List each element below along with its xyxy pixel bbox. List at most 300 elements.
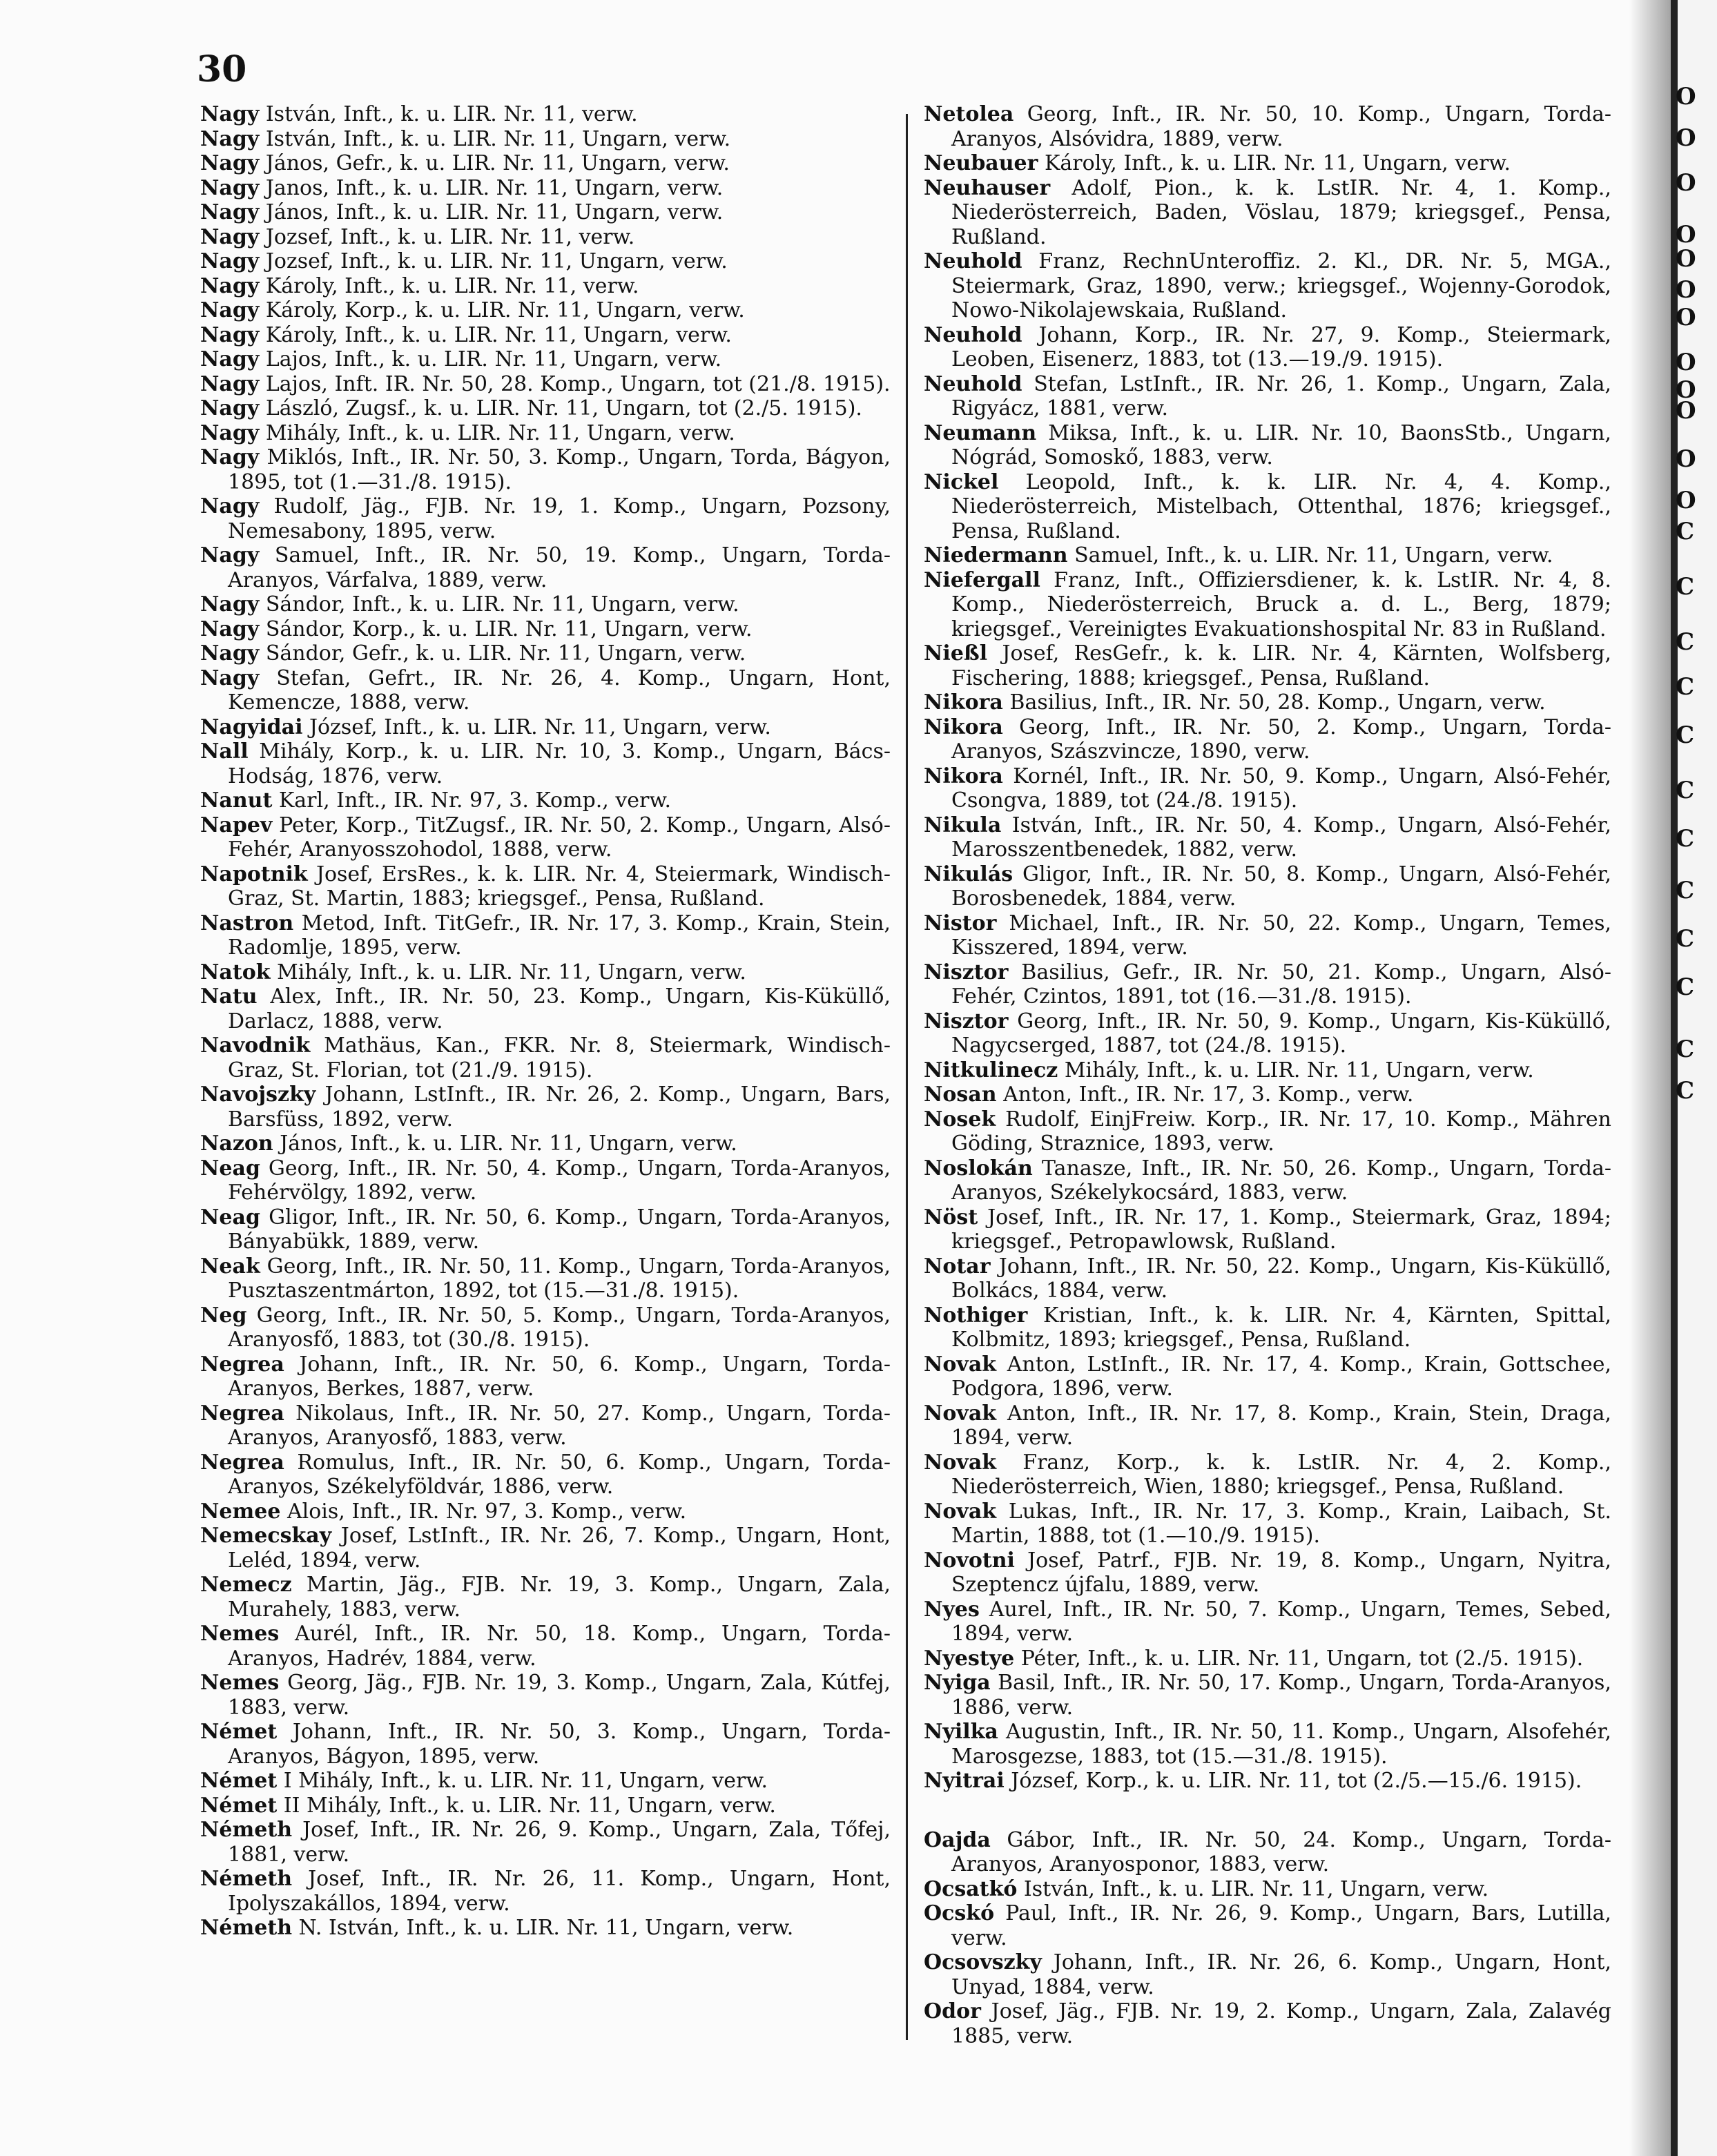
entry-surname: Ocskó: [924, 1901, 995, 1925]
register-entry: [924, 102, 1611, 151]
entry-details: Georg, Inft., IR. Nr. 50, 2. Komp., Ungarn, Torda-Aranyos, Szászvincze, 1890, verw.: [951, 715, 1611, 764]
entry-details: Johann, LstInft., IR. Nr. 26, 2. Komp., Ungarn, Bars, Barsfüss, 1892, verw.: [228, 1082, 891, 1132]
register-entry: [924, 176, 1611, 250]
register-entry: [924, 1769, 1611, 1794]
entry-surname: Nagy: [200, 102, 260, 126]
entry-details: Georg, Inft., IR. Nr. 50, 11. Komp., Ungarn, Torda-Aranyos, Pusztaszentmárton, 1892, tot (15.—31./8. 1915).: [228, 1254, 891, 1303]
register-entry: [200, 813, 891, 862]
entry-details: Jozsef, Inft., k. u. LIR. Nr. 11, Ungarn, verw.: [259, 249, 728, 273]
edge-letter: C: [1676, 573, 1695, 601]
entry-details: János, Inft., k. u. LIR. Nr. 11, Ungarn, verw.: [259, 200, 724, 224]
entry-details: Alex, Inft., IR. Nr. 50, 23. Komp., Ungarn, Kis-Küküllő, Darlacz, 1888, verw.: [228, 984, 891, 1033]
entry-surname: Nall: [200, 739, 249, 764]
entry-surname: Nagy: [200, 666, 260, 690]
register-entry: [924, 960, 1611, 1009]
entry-details: Gábor, Inft., IR. Nr. 50, 24. Komp., Ungarn, Torda-Aranyos, Aranyosponor, 1883, verw.: [951, 1827, 1611, 1876]
register-entry: [924, 249, 1611, 323]
register-entry: [924, 1156, 1611, 1205]
edge-letter: O: [1676, 376, 1696, 404]
edge-letter: C: [1676, 777, 1695, 804]
entry-surname: Németh: [200, 1916, 293, 1940]
register-entry: [924, 1499, 1611, 1548]
entry-surname: Nikora: [924, 715, 1003, 739]
entry-surname: Neag: [200, 1156, 260, 1181]
entry-surname: Nyestye: [924, 1646, 1015, 1671]
entry-details: Josef, Inft., IR. Nr. 26, 9. Komp., Ungarn, Zala, Tőfej, 1881, verw.: [228, 1818, 891, 1867]
entry-surname: Negrea: [200, 1401, 284, 1426]
register-entry: [200, 494, 891, 543]
entry-details: Johann, Inft., IR. Nr. 50, 6. Komp., Ungarn, Torda-Aranyos, Berkes, 1887, verw.: [228, 1352, 891, 1401]
register-entry: [924, 1597, 1611, 1647]
entry-surname: Nemes: [200, 1622, 280, 1646]
entry-surname: Nothiger: [924, 1303, 1028, 1328]
register-entry: [200, 1794, 891, 1818]
register-entry: [200, 151, 891, 176]
register-entry: [924, 1254, 1611, 1303]
entry-surname: Németh: [200, 1818, 293, 1842]
entry-surname: Neuhold: [924, 249, 1022, 273]
register-entry: [200, 1720, 891, 1769]
entry-surname: Nagy: [200, 126, 260, 151]
register-entry: [924, 1720, 1611, 1769]
entry-surname: Neg: [200, 1303, 247, 1328]
entry-surname: Nemecz: [200, 1573, 292, 1597]
entry-details: Georg, Inft., IR. Nr. 50, 10. Komp., Ungarn, Torda-Aranyos, Alsóvidra, 1889, verw.: [951, 102, 1611, 151]
entry-surname: Nosek: [924, 1107, 996, 1132]
register-entry: [200, 739, 891, 788]
register-entry: [200, 1867, 891, 1916]
register-entry: [200, 347, 891, 372]
entry-details: Mihály, Inft., k. u. LIR. Nr. 11, Ungarn, verw.: [270, 960, 746, 984]
register-entry: [924, 1352, 1611, 1401]
register-entry: [200, 960, 891, 985]
register-entry: [200, 862, 891, 911]
entry-surname: Német: [200, 1793, 278, 1818]
register-entry: [200, 298, 891, 323]
register-entry: [200, 176, 891, 201]
entry-surname: Nagy: [200, 445, 260, 469]
entry-surname: Novak: [924, 1499, 997, 1524]
entry-details: József, Korp., k. u. LIR. Nr. 11, tot (2./5.—15./6. 1915).: [1004, 1769, 1582, 1793]
page-number: 30: [197, 48, 247, 90]
edge-letter: O: [1676, 445, 1696, 473]
edge-letter: C: [1676, 877, 1695, 904]
register-entry: [200, 396, 891, 421]
entry-details: Aurel, Inft., IR. Nr. 50, 7. Komp., Ungarn, Temes, Sebed, 1894, verw.: [951, 1597, 1611, 1646]
register-entry: [200, 1352, 891, 1401]
entry-surname: Nagy: [200, 641, 260, 666]
entry-details: Johann, Inft., IR. Nr. 50, 22. Komp., Ungarn, Kis-Küküllő, Bolkács, 1884, verw.: [951, 1254, 1611, 1303]
entry-surname: Neubauer: [924, 151, 1038, 175]
entry-details: Peter, Korp., TitZugsf., IR. Nr. 50, 2. Komp., Ungarn, Alsó-Fehér, Aranyosszohodol, 1888, verw.: [228, 813, 891, 862]
entry-details: Basil, Inft., IR. Nr. 50, 17. Komp., Ungarn, Torda-Aranyos, 1886, verw.: [951, 1671, 1611, 1720]
entry-surname: Nemee: [200, 1499, 281, 1524]
entry-surname: Nisztor: [924, 1009, 1009, 1033]
entry-details: Miksa, Inft., k. u. LIR. Nr. 10, BaonsStb., Ungarn, Nógrád, Somoskő, 1883, verw.: [951, 420, 1611, 469]
register-entry: [924, 911, 1611, 960]
entry-surname: Nyilka: [924, 1720, 998, 1744]
register-entry: [924, 1450, 1611, 1499]
register-entry: [924, 1828, 1611, 1877]
edge-letter: O: [1676, 276, 1696, 304]
entry-surname: Negrea: [200, 1352, 284, 1377]
entry-surname: Nießl: [924, 641, 988, 666]
edge-letter: O: [1676, 83, 1696, 110]
entry-details: Péter, Inft., k. u. LIR. Nr. 11, Ungarn, tot (2./5. 1915).: [1014, 1646, 1584, 1671]
entry-surname: Nemecskay: [200, 1524, 332, 1548]
entry-surname: Navodnik: [200, 1033, 311, 1058]
register-entry: [200, 274, 891, 299]
register-entry: [924, 1303, 1611, 1352]
entry-surname: Natok: [200, 960, 271, 984]
entry-surname: Németh: [200, 1867, 293, 1891]
entry-details: Tanasze, Inft., IR. Nr. 50, 26. Komp., Ungarn, Torda-Aranyos, Székelykocsárd, 1883, verw.: [951, 1156, 1611, 1205]
entry-details: Mihály, Korp., k. u. LIR. Nr. 10, 3. Komp., Ungarn, Bács-Hodság, 1876, verw.: [228, 739, 891, 788]
entry-surname: Neag: [200, 1205, 260, 1230]
register-entry: [200, 249, 891, 274]
register-entry: [200, 543, 891, 592]
register-entry: [200, 1450, 891, 1499]
register-entry: [200, 1156, 891, 1205]
entry-details: Mathäus, Kan., FKR. Nr. 8, Steiermark, Windisch-Graz, St. Florian, tot (21./9. 1915).: [228, 1033, 891, 1082]
entry-details: László, Zugsf., k. u. LIR. Nr. 11, Ungarn, tot (2./5. 1915).: [259, 396, 862, 420]
register-entry: [200, 666, 891, 715]
entry-surname: Neuhold: [924, 371, 1022, 396]
entry-details: János, Gefr., k. u. LIR. Nr. 11, Ungarn, verw.: [259, 151, 730, 175]
entry-details: Sándor, Korp., k. u. LIR. Nr. 11, Ungarn, verw.: [259, 616, 753, 641]
entry-details: István, Inft., k. u. LIR. Nr. 11, Ungarn, verw.: [1017, 1876, 1489, 1901]
register-entry: [924, 1999, 1611, 2048]
entry-surname: Nikulás: [924, 862, 1013, 886]
entry-details: Paul, Inft., IR. Nr. 26, 9. Komp., Ungarn, Bars, Lutilla, verw.: [951, 1901, 1611, 1950]
register-entry: [200, 421, 891, 446]
entry-surname: Nemes: [200, 1671, 280, 1695]
entry-surname: Niefergall: [924, 567, 1040, 592]
entry-details: István, Inft., IR. Nr. 50, 4. Komp., Ungarn, Alsó-Fehér, Marosszentbenedek, 1882, verw.: [951, 813, 1611, 862]
entry-surname: Nagy: [200, 322, 260, 347]
entry-details: Nikolaus, Inft., IR. Nr. 50, 27. Komp., Ungarn, Torda-Aranyos, Aranyosfő, 1883, verw.: [228, 1401, 891, 1450]
entry-details: Mihály, Inft., k. u. LIR. Nr. 11, Ungarn, verw.: [1058, 1058, 1534, 1082]
entry-surname: Niedermann: [924, 543, 1068, 567]
entry-surname: Neak: [200, 1254, 260, 1279]
entry-details: Kornél, Inft., IR. Nr. 50, 9. Komp., Ungarn, Alsó-Fehér, Csongva, 1889, tot (24./8. 1915).: [951, 764, 1611, 813]
entry-details: Johann, Inft., IR. Nr. 50, 3. Komp., Ungarn, Torda-Aranyos, Bágyon, 1895, verw.: [228, 1720, 891, 1769]
entry-surname: Nagy: [200, 371, 260, 396]
register-entry: [924, 543, 1611, 568]
entry-surname: Nazon: [200, 1132, 273, 1156]
edge-letter: O: [1676, 245, 1696, 273]
entry-surname: Natu: [200, 984, 258, 1009]
entry-surname: Nöst: [924, 1205, 978, 1230]
register-entry: [200, 1499, 891, 1524]
entry-details: Sándor, Inft., k. u. LIR. Nr. 11, Ungarn, verw.: [259, 592, 739, 616]
page-gutter-shadow: [1629, 0, 1671, 2156]
register-entry: [924, 470, 1611, 544]
entry-surname: Napotnik: [200, 862, 308, 886]
entry-surname: Nagyidai: [200, 715, 303, 739]
entry-details: Josef, LstInft., IR. Nr. 26, 7. Komp., Ungarn, Hont, Leléd, 1894, verw.: [228, 1524, 891, 1573]
entry-details: Johann, Korp., IR. Nr. 27, 9. Komp., Steiermark, Leoben, Eisenerz, 1883, tot (13.—19./9. 1915).: [951, 322, 1611, 371]
entry-details: Martin, Jäg., FJB. Nr. 19, 3. Komp., Ungarn, Zala, Murahely, 1883, verw.: [228, 1573, 891, 1622]
edge-letter: C: [1676, 1077, 1695, 1105]
register-entry: [200, 445, 891, 494]
entry-surname: Nagy: [200, 543, 260, 567]
register-entry: [200, 1401, 891, 1450]
entry-surname: Nisztor: [924, 960, 1009, 984]
register-entry: [924, 1058, 1611, 1083]
edge-letter: O: [1676, 221, 1696, 249]
register-entry: [200, 1082, 891, 1132]
entry-details: Samuel, Inft., IR. Nr. 50, 19. Komp., Ungarn, Torda-Aranyos, Várfalva, 1889, verw.: [228, 543, 891, 592]
register-entry: [924, 372, 1611, 421]
entry-surname: Neumann: [924, 420, 1037, 445]
entry-details: Karl, Inft., IR. Nr. 97, 3. Komp., verw.: [272, 788, 672, 813]
entry-details: István, Inft., k. u. LIR. Nr. 11, verw.: [259, 102, 638, 126]
entry-details: Károly, Korp., k. u. LIR. Nr. 11, Ungarn, verw.: [259, 298, 745, 322]
entry-surname: Nagy: [200, 224, 260, 249]
entry-details: Michael, Inft., IR. Nr. 50, 22. Komp., Ungarn, Temes, Kisszered, 1894, verw.: [951, 911, 1611, 960]
entry-details: Stefan, Gefrt., IR. Nr. 26, 4. Komp., Ungarn, Hont, Kemencze, 1888, verw.: [228, 666, 891, 715]
entry-surname: Neuhold: [924, 322, 1022, 347]
register-entry: [200, 1769, 891, 1794]
edge-letter: O: [1676, 169, 1696, 197]
register-entry: [200, 323, 891, 348]
register-entry: [924, 323, 1611, 372]
entry-details: Franz, Korp., k. k. LstIR. Nr. 4, 2. Komp., Niederösterreich, Wien, 1880; kriegsgef., Pensa, Rußland.: [951, 1450, 1611, 1499]
edge-letter: O: [1676, 487, 1696, 514]
register-entry: [924, 1009, 1611, 1058]
entry-details: Gligor, Inft., IR. Nr. 50, 6. Komp., Ungarn, Torda-Aranyos, Bányabükk, 1889, verw.: [228, 1205, 891, 1254]
register-entry: [924, 568, 1611, 642]
entry-details: Anton, Inft., IR. Nr. 17, 3. Komp., verw.: [996, 1082, 1414, 1107]
register-entry: [200, 127, 891, 152]
register-entry: [200, 1205, 891, 1254]
entry-details: Sándor, Gefr., k. u. LIR. Nr. 11, Ungarn, verw.: [259, 641, 746, 666]
entry-details: Mihály, Inft., k. u. LIR. Nr. 11, Ungarn, verw.: [259, 420, 735, 445]
entry-details: Franz, RechnUnteroffiz. 2. Kl., DR. Nr. 5, MGA., Steiermark, Graz, 1890, verw.; kriegsgef., Wojenny-Gorodok, Nowo-Nikolajewskaia, Rußland.: [951, 249, 1611, 322]
entry-surname: Nanut: [200, 788, 273, 813]
entry-surname: Novotni: [924, 1548, 1015, 1573]
entry-details: Georg, Jäg., FJB. Nr. 19, 3. Komp., Ungarn, Zala, Kútfej, 1883, verw.: [228, 1671, 891, 1720]
register-entry: [200, 984, 891, 1033]
entry-surname: Nagy: [200, 273, 260, 298]
entry-details: Lajos, Inft., k. u. LIR. Nr. 11, Ungarn, verw.: [259, 347, 722, 371]
register-entry: [200, 1524, 891, 1573]
entry-details: Adolf, Pion., k. k. LstIR. Nr. 4, 1. Komp., Niederösterreich, Baden, Vöslau, 1879; kriegsgef., Pensa, Rußland.: [951, 175, 1611, 249]
entry-surname: Negrea: [200, 1450, 284, 1475]
entry-surname: Nikora: [924, 690, 1003, 715]
edge-letter: O: [1676, 349, 1696, 376]
entry-details: Károly, Inft., k. u. LIR. Nr. 11, verw.: [259, 273, 639, 298]
entry-surname: Nitkulinecz: [924, 1058, 1058, 1082]
entry-details: Janos, Inft., k. u. LIR. Nr. 11, Ungarn, verw.: [259, 175, 724, 200]
register-entry: [200, 102, 891, 127]
register-entry: [200, 1818, 891, 1867]
entry-details: Basilius, Inft., IR. Nr. 50, 28. Komp., Ungarn, verw.: [1002, 690, 1546, 715]
entry-details: Metod, Inft. TitGefr., IR. Nr. 17, 3. Komp., Krain, Stein, Radomlje, 1895, verw.: [228, 911, 891, 960]
register-entry: [200, 1132, 891, 1156]
entry-surname: Navojszky: [200, 1082, 316, 1107]
edge-letter: C: [1676, 973, 1695, 1001]
entry-surname: Nagy: [200, 592, 260, 616]
entry-details: Franz, Inft., Offiziersdiener, k. k. LstIR. Nr. 4, 8. Komp., Niederösterreich, Bruck a. d. L., Berg, 1879; kriegsgef., Vereinigtes Evakuationshospital Nr. 83 in Rußland.: [951, 567, 1611, 641]
entry-surname: Német: [200, 1769, 278, 1793]
entry-details: Rudolf, EinjFreiw. Korp., IR. Nr. 17, 10. Komp., Mähren Göding, Straznice, 1893, verw.: [951, 1107, 1611, 1156]
edge-letter: C: [1676, 628, 1695, 656]
entry-surname: Netolea: [924, 102, 1014, 126]
column-divider: [906, 114, 908, 2040]
register-entry: [924, 1205, 1611, 1254]
entry-details: János, Inft., k. u. LIR. Nr. 11, Ungarn, verw.: [273, 1132, 737, 1156]
edge-letter: C: [1676, 1036, 1695, 1063]
entry-details: Johann, Inft., IR. Nr. 26, 6. Komp., Ungarn, Hont, Unyad, 1884, verw.: [951, 1950, 1611, 1999]
entry-details: Augustin, Inft., IR. Nr. 50, 11. Komp., Ungarn, Alsofehér, Marosgezse, 1883, tot (15.—31./8. 1915).: [951, 1720, 1611, 1769]
right-column: [924, 102, 1611, 2048]
entry-surname: Nyiga: [924, 1671, 991, 1695]
register-entry: [924, 1671, 1611, 1720]
entry-surname: Odor: [924, 1999, 981, 2023]
entry-surname: Nikula: [924, 813, 1002, 837]
edge-letter: O: [1676, 397, 1696, 425]
entry-details: Miklós, Inft., IR. Nr. 50, 3. Komp., Ungarn, Torda, Bágyon, 1895, tot (1.—31./8. 1915).: [228, 445, 891, 494]
entry-details: Aurél, Inft., IR. Nr. 50, 18. Komp., Ungarn, Torda-Aranyos, Hadrév, 1884, verw.: [228, 1622, 891, 1671]
entry-surname: Ocsatkó: [924, 1876, 1018, 1901]
edge-letter: C: [1676, 673, 1695, 701]
register-entry: [200, 1916, 891, 1941]
entry-surname: Nickel: [924, 469, 999, 494]
entry-details: Károly, Inft., k. u. LIR. Nr. 11, Ungarn, verw.: [259, 322, 732, 347]
register-entry: [924, 421, 1611, 470]
edge-letter: C: [1676, 825, 1695, 853]
entry-details: I Mihály, Inft., k. u. LIR. Nr. 11, Ungarn, verw.: [277, 1769, 768, 1793]
register-entry: [200, 788, 891, 813]
entry-details: Josef, ResGefr., k. k. LIR. Nr. 4, Kärnten, Wolfsberg, Fischering, 1888; kriegsgef., Pensa, Rußland.: [951, 641, 1611, 690]
register-entry: [200, 1671, 891, 1720]
entry-details: Josef, ErsRes., k. k. LIR. Nr. 4, Steiermark, Windisch-Graz, St. Martin, 1883; kriegsgef., Pensa, Rußland.: [228, 862, 891, 911]
entry-details: István, Inft., k. u. LIR. Nr. 11, Ungarn, verw.: [259, 126, 731, 151]
register-entry: [924, 813, 1611, 862]
register-entry: [924, 1401, 1611, 1450]
register-entry: [924, 1082, 1611, 1107]
register-entry: [200, 1254, 891, 1303]
entry-details: Josef, Inft., IR. Nr. 26, 11. Komp., Ungarn, Hont, Ipolyszakállos, 1894, verw.: [228, 1867, 891, 1916]
entry-surname: Nikora: [924, 764, 1003, 788]
entry-surname: Notar: [924, 1254, 991, 1279]
entry-details: Josef, Inft., IR. Nr. 17, 1. Komp., Steiermark, Graz, 1894; kriegsgef., Petropawlowsk, Rußland.: [951, 1205, 1611, 1254]
register-entry: [924, 1107, 1611, 1156]
entry-details: Basilius, Gefr., IR. Nr. 50, 21. Komp., Ungarn, Alsó-Fehér, Czintos, 1891, tot (16.—31./8. 1915).: [951, 960, 1611, 1009]
entry-details: Alois, Inft., IR. Nr. 97, 3. Komp., verw.: [280, 1499, 687, 1524]
entry-details: Kristian, Inft., k. k. LIR. Nr. 4, Kärnten, Spittal, Kolbmitz, 1893; kriegsgef., Pensa, Rußland.: [951, 1303, 1611, 1352]
entry-surname: Nagy: [200, 420, 260, 445]
entry-details: Károly, Inft., k. u. LIR. Nr. 11, Ungarn, verw.: [1038, 151, 1511, 175]
entry-surname: Német: [200, 1720, 278, 1744]
entry-details: Stefan, LstInft., IR. Nr. 26, 1. Komp., Ungarn, Zala, Rigyácz, 1881, verw.: [951, 371, 1611, 420]
entry-details: Georg, Inft., IR. Nr. 50, 4. Komp., Ungarn, Torda-Aranyos, Fehérvölgy, 1892, verw.: [228, 1156, 891, 1205]
entry-surname: Ocsovszky: [924, 1950, 1042, 1974]
entry-surname: Nagy: [200, 200, 260, 224]
entry-surname: Nagy: [200, 249, 260, 273]
edge-letter: C: [1676, 518, 1695, 545]
entry-details: József, Inft., k. u. LIR. Nr. 11, Ungarn, verw.: [302, 715, 771, 739]
register-entry: [924, 862, 1611, 911]
left-column: [200, 102, 891, 1941]
register-entry: [200, 372, 891, 397]
entry-surname: Nyitrai: [924, 1769, 1005, 1793]
edge-letter: C: [1676, 925, 1695, 953]
register-entry: [200, 1573, 891, 1622]
register-entry: [924, 690, 1611, 715]
entry-details: N. István, Inft., k. u. LIR. Nr. 11, Ungarn, verw.: [292, 1916, 794, 1940]
register-entry: [200, 200, 891, 225]
entry-details: Georg, Inft., IR. Nr. 50, 5. Komp., Ungarn, Torda-Aranyos, Aranyosfő, 1883, tot (30./8. 1915).: [228, 1303, 891, 1352]
entry-surname: Napev: [200, 813, 273, 837]
entry-surname: Nagy: [200, 616, 260, 641]
entry-surname: Nagy: [200, 347, 260, 371]
register-entry: [200, 715, 891, 740]
entry-surname: Nagy: [200, 298, 260, 322]
entry-details: Leopold, Inft., k. k. LIR. Nr. 4, 4. Komp., Niederösterreich, Mistelbach, Ottenthal, 1876; kriegsgef., Pensa, Rußland.: [951, 469, 1611, 543]
entry-details: Josef, Jäg., FJB. Nr. 19, 2. Komp., Ungarn, Zala, Zalavég 1885, verw.: [951, 1999, 1611, 2048]
register-entry: [924, 1647, 1611, 1671]
entry-surname: Novak: [924, 1401, 997, 1426]
entry-surname: Nagy: [200, 396, 260, 420]
entry-surname: Nagy: [200, 175, 260, 200]
entry-details: Romulus, Inft., IR. Nr. 50, 6. Komp., Ungarn, Torda-Aranyos, Székelyföldvár, 1886, verw.: [228, 1450, 891, 1499]
register-entry: [924, 151, 1611, 176]
entry-surname: Nagy: [200, 151, 260, 175]
entry-surname: Nosan: [924, 1082, 997, 1107]
entry-details: Gligor, Inft., IR. Nr. 50, 8. Komp., Ungarn, Alsó-Fehér, Borosbenedek, 1884, verw.: [951, 862, 1611, 911]
register-entry: [924, 1877, 1611, 1902]
entry-surname: Nastron: [200, 911, 294, 935]
entry-surname: Oajda: [924, 1827, 991, 1852]
entry-surname: Novak: [924, 1450, 997, 1475]
edge-letter: O: [1676, 304, 1696, 331]
entry-surname: Nyes: [924, 1597, 980, 1622]
register-entry: [924, 641, 1611, 690]
section-gap: [924, 1794, 1611, 1828]
entry-details: Josef, Patrf., FJB. Nr. 19, 8. Komp., Ungarn, Nyitra, Szeptencz újfalu, 1889, verw.: [951, 1548, 1611, 1597]
register-entry: [200, 1622, 891, 1671]
register-entry: [200, 1033, 891, 1082]
entry-details: Anton, LstInft., IR. Nr. 17, 4. Komp., Krain, Gottschee, Podgora, 1896, verw.: [951, 1352, 1611, 1401]
register-entry: [924, 1901, 1611, 1950]
entry-surname: Novak: [924, 1352, 997, 1377]
entry-surname: Noslokán: [924, 1156, 1033, 1181]
register-entry: [924, 1950, 1611, 1999]
entry-details: Georg, Inft., IR. Nr. 50, 9. Komp., Ungarn, Kis-Küküllő, Nagycserged, 1887, tot (24./8. 1915).: [951, 1009, 1611, 1058]
entry-surname: Nagy: [200, 494, 260, 518]
edge-letter: O: [1676, 124, 1696, 152]
register-entry: [200, 225, 891, 250]
edge-letter: C: [1676, 721, 1695, 749]
register-entry: [924, 764, 1611, 813]
register-entry: [200, 641, 891, 666]
entry-details: Anton, Inft., IR. Nr. 17, 8. Komp., Krain, Stein, Draga, 1894, verw.: [951, 1401, 1611, 1450]
entry-details: Lajos, Inft. IR. Nr. 50, 28. Komp., Ungarn, tot (21./8. 1915).: [259, 371, 891, 396]
entry-surname: Neuhauser: [924, 175, 1051, 200]
entry-details: II Mihály, Inft., k. u. LIR. Nr. 11, Ungarn, verw.: [277, 1793, 776, 1818]
register-entry: [200, 911, 891, 960]
register-entry: [924, 1548, 1611, 1597]
register-entry: [200, 617, 891, 642]
register-entry: [200, 1303, 891, 1352]
entry-details: Rudolf, Jäg., FJB. Nr. 19, 1. Komp., Ungarn, Pozsony, Nemesabony, 1895, verw.: [228, 494, 891, 543]
entry-details: Lukas, Inft., IR. Nr. 17, 3. Komp., Krain, Laibach, St. Martin, 1888, tot (1.—10./9. 1915).: [951, 1499, 1611, 1548]
entry-details: Jozsef, Inft., k. u. LIR. Nr. 11, verw.: [259, 224, 635, 249]
register-entry: [200, 592, 891, 617]
